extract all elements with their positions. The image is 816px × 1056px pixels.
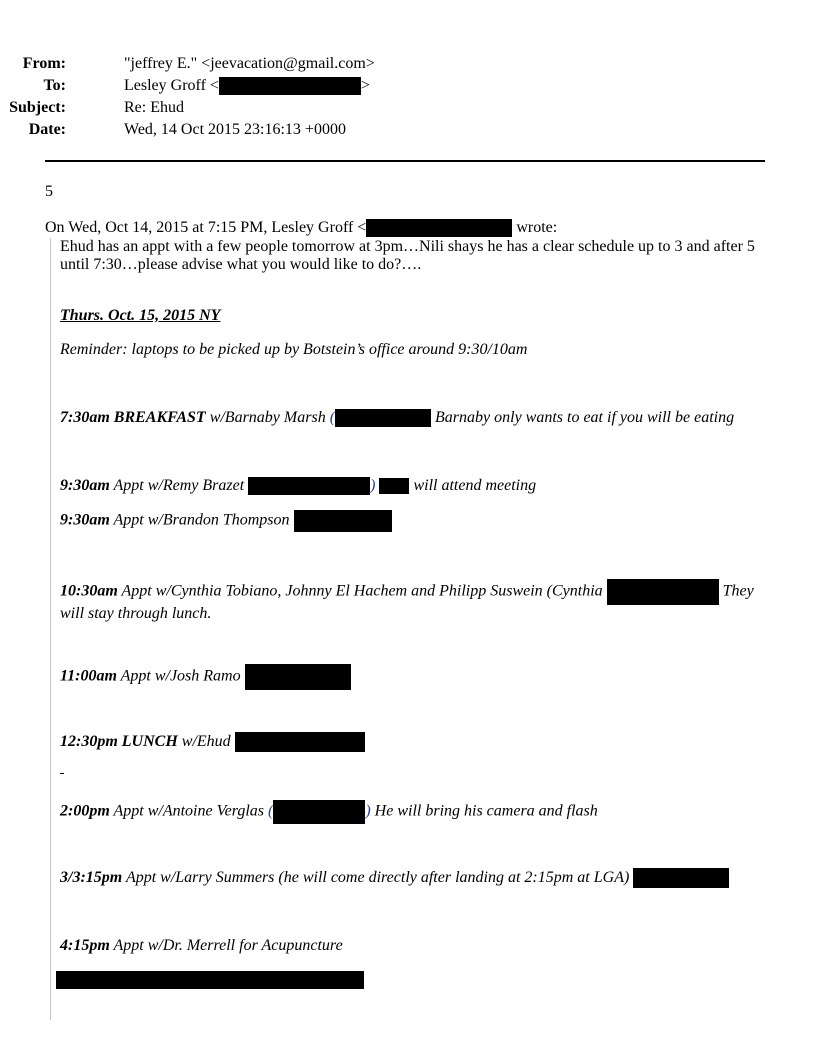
date-value: Wed, 14 Oct 2015 23:16:13 +0000 <box>124 121 346 138</box>
quote-intro-start: On Wed, Oct 14, 2015 at 7:15 PM, Lesley Groff < <box>45 219 367 236</box>
schedule-text: Appt w/Brandon Thompson <box>113 511 290 529</box>
schedule-time: 9:30am <box>60 511 110 529</box>
paren-mark: ) <box>365 802 371 820</box>
schedule-item <box>60 732 365 752</box>
paren-mark: ) <box>370 477 376 494</box>
to-close: > <box>360 77 370 94</box>
date-label: Date: <box>28 121 66 138</box>
redacted-link[interactable] <box>248 477 370 494</box>
schedule-time: 10:30am <box>60 582 118 600</box>
subject-label: Subject: <box>9 99 66 116</box>
schedule-text: Appt w/Antoine Verglas <box>113 802 265 820</box>
to-label: To: <box>43 77 66 94</box>
stray-mark <box>60 773 64 774</box>
quote-intro <box>45 219 557 237</box>
redaction-block <box>379 478 409 494</box>
schedule-text: w/Ehud <box>181 733 231 750</box>
schedule-time: 11:00am <box>60 667 117 685</box>
to-name: Lesley Groff < <box>124 77 219 94</box>
schedule-time: 4:15pm <box>60 937 110 954</box>
quote-body: Ehud has an appt with a few people tomorrow at 3pm…Nili shays he has a clear schedule up to 3 and after 5 until 7:30…please advise what you would like to do?…. <box>60 238 755 273</box>
schedule-after: Barnaby only wants to eat if you will be eating <box>435 409 735 426</box>
header-to <box>0 76 760 96</box>
redaction-block <box>366 219 512 237</box>
redaction-block <box>245 664 351 690</box>
to-value <box>124 76 370 96</box>
from-value: "jeffrey E." <jeevacation@gmail.com> <box>124 55 375 72</box>
schedule-item <box>60 579 765 623</box>
header-subject <box>0 98 760 118</box>
schedule-item <box>60 936 343 956</box>
schedule-time: 2:00pm <box>60 802 110 820</box>
schedule-after: will attend meeting <box>413 477 537 494</box>
subject-value: Re: Ehud <box>124 99 184 116</box>
schedule-text: Appt w/Larry Summers (he will come directly after landing at 2:15pm at LGA) <box>125 869 630 886</box>
schedule-item <box>60 664 351 690</box>
schedule-after: They will stay through lunch. <box>60 582 754 622</box>
schedule-time: 3/3:15pm <box>60 869 123 886</box>
redaction-block <box>56 971 364 989</box>
quote-border <box>50 238 51 1020</box>
header-divider <box>45 160 765 162</box>
quote-intro-end: wrote: <box>516 219 558 236</box>
schedule-item <box>60 868 729 888</box>
schedule-text: Appt w/Remy Brazet <box>113 477 245 494</box>
redaction-block <box>633 868 729 888</box>
redaction-block <box>273 800 365 824</box>
redaction-block <box>335 409 431 427</box>
redaction-block <box>248 477 370 495</box>
schedule-time: 7:30am BREAKFAST <box>60 409 206 426</box>
header-from <box>0 54 760 74</box>
schedule-item <box>60 800 598 824</box>
paren-mark: ( <box>268 802 274 820</box>
schedule-item <box>60 476 536 496</box>
header-date <box>0 120 760 140</box>
schedule-text: Appt w/Josh Ramo <box>120 667 241 685</box>
redaction-block <box>607 579 719 605</box>
reminder-text: Reminder: laptops to be picked up by Botstein’s office around 9:30/10am <box>60 341 528 358</box>
schedule-text: Appt w/Cynthia Tobiano, Johnny El Hachem and Philipp Suswein (Cynthia <box>121 582 603 600</box>
schedule-time: 12:30pm LUNCH <box>60 733 178 750</box>
schedule-text: w/Barnaby Marsh <box>209 409 326 426</box>
schedule-after: He will bring his camera and flash <box>374 802 598 820</box>
schedule-item <box>60 510 392 532</box>
schedule-text: Appt w/Dr. Merrell for Acupuncture <box>113 937 343 954</box>
schedule-time: 9:30am <box>60 477 110 494</box>
schedule-title: Thurs. Oct. 15, 2015 NY <box>60 307 221 324</box>
reply-text: 5 <box>45 183 53 200</box>
redaction-block <box>219 77 361 95</box>
redaction-block <box>294 510 392 532</box>
paren-mark: ( <box>329 409 336 426</box>
redaction-block <box>235 732 365 752</box>
schedule-item <box>60 408 734 428</box>
from-label: From: <box>22 55 66 72</box>
